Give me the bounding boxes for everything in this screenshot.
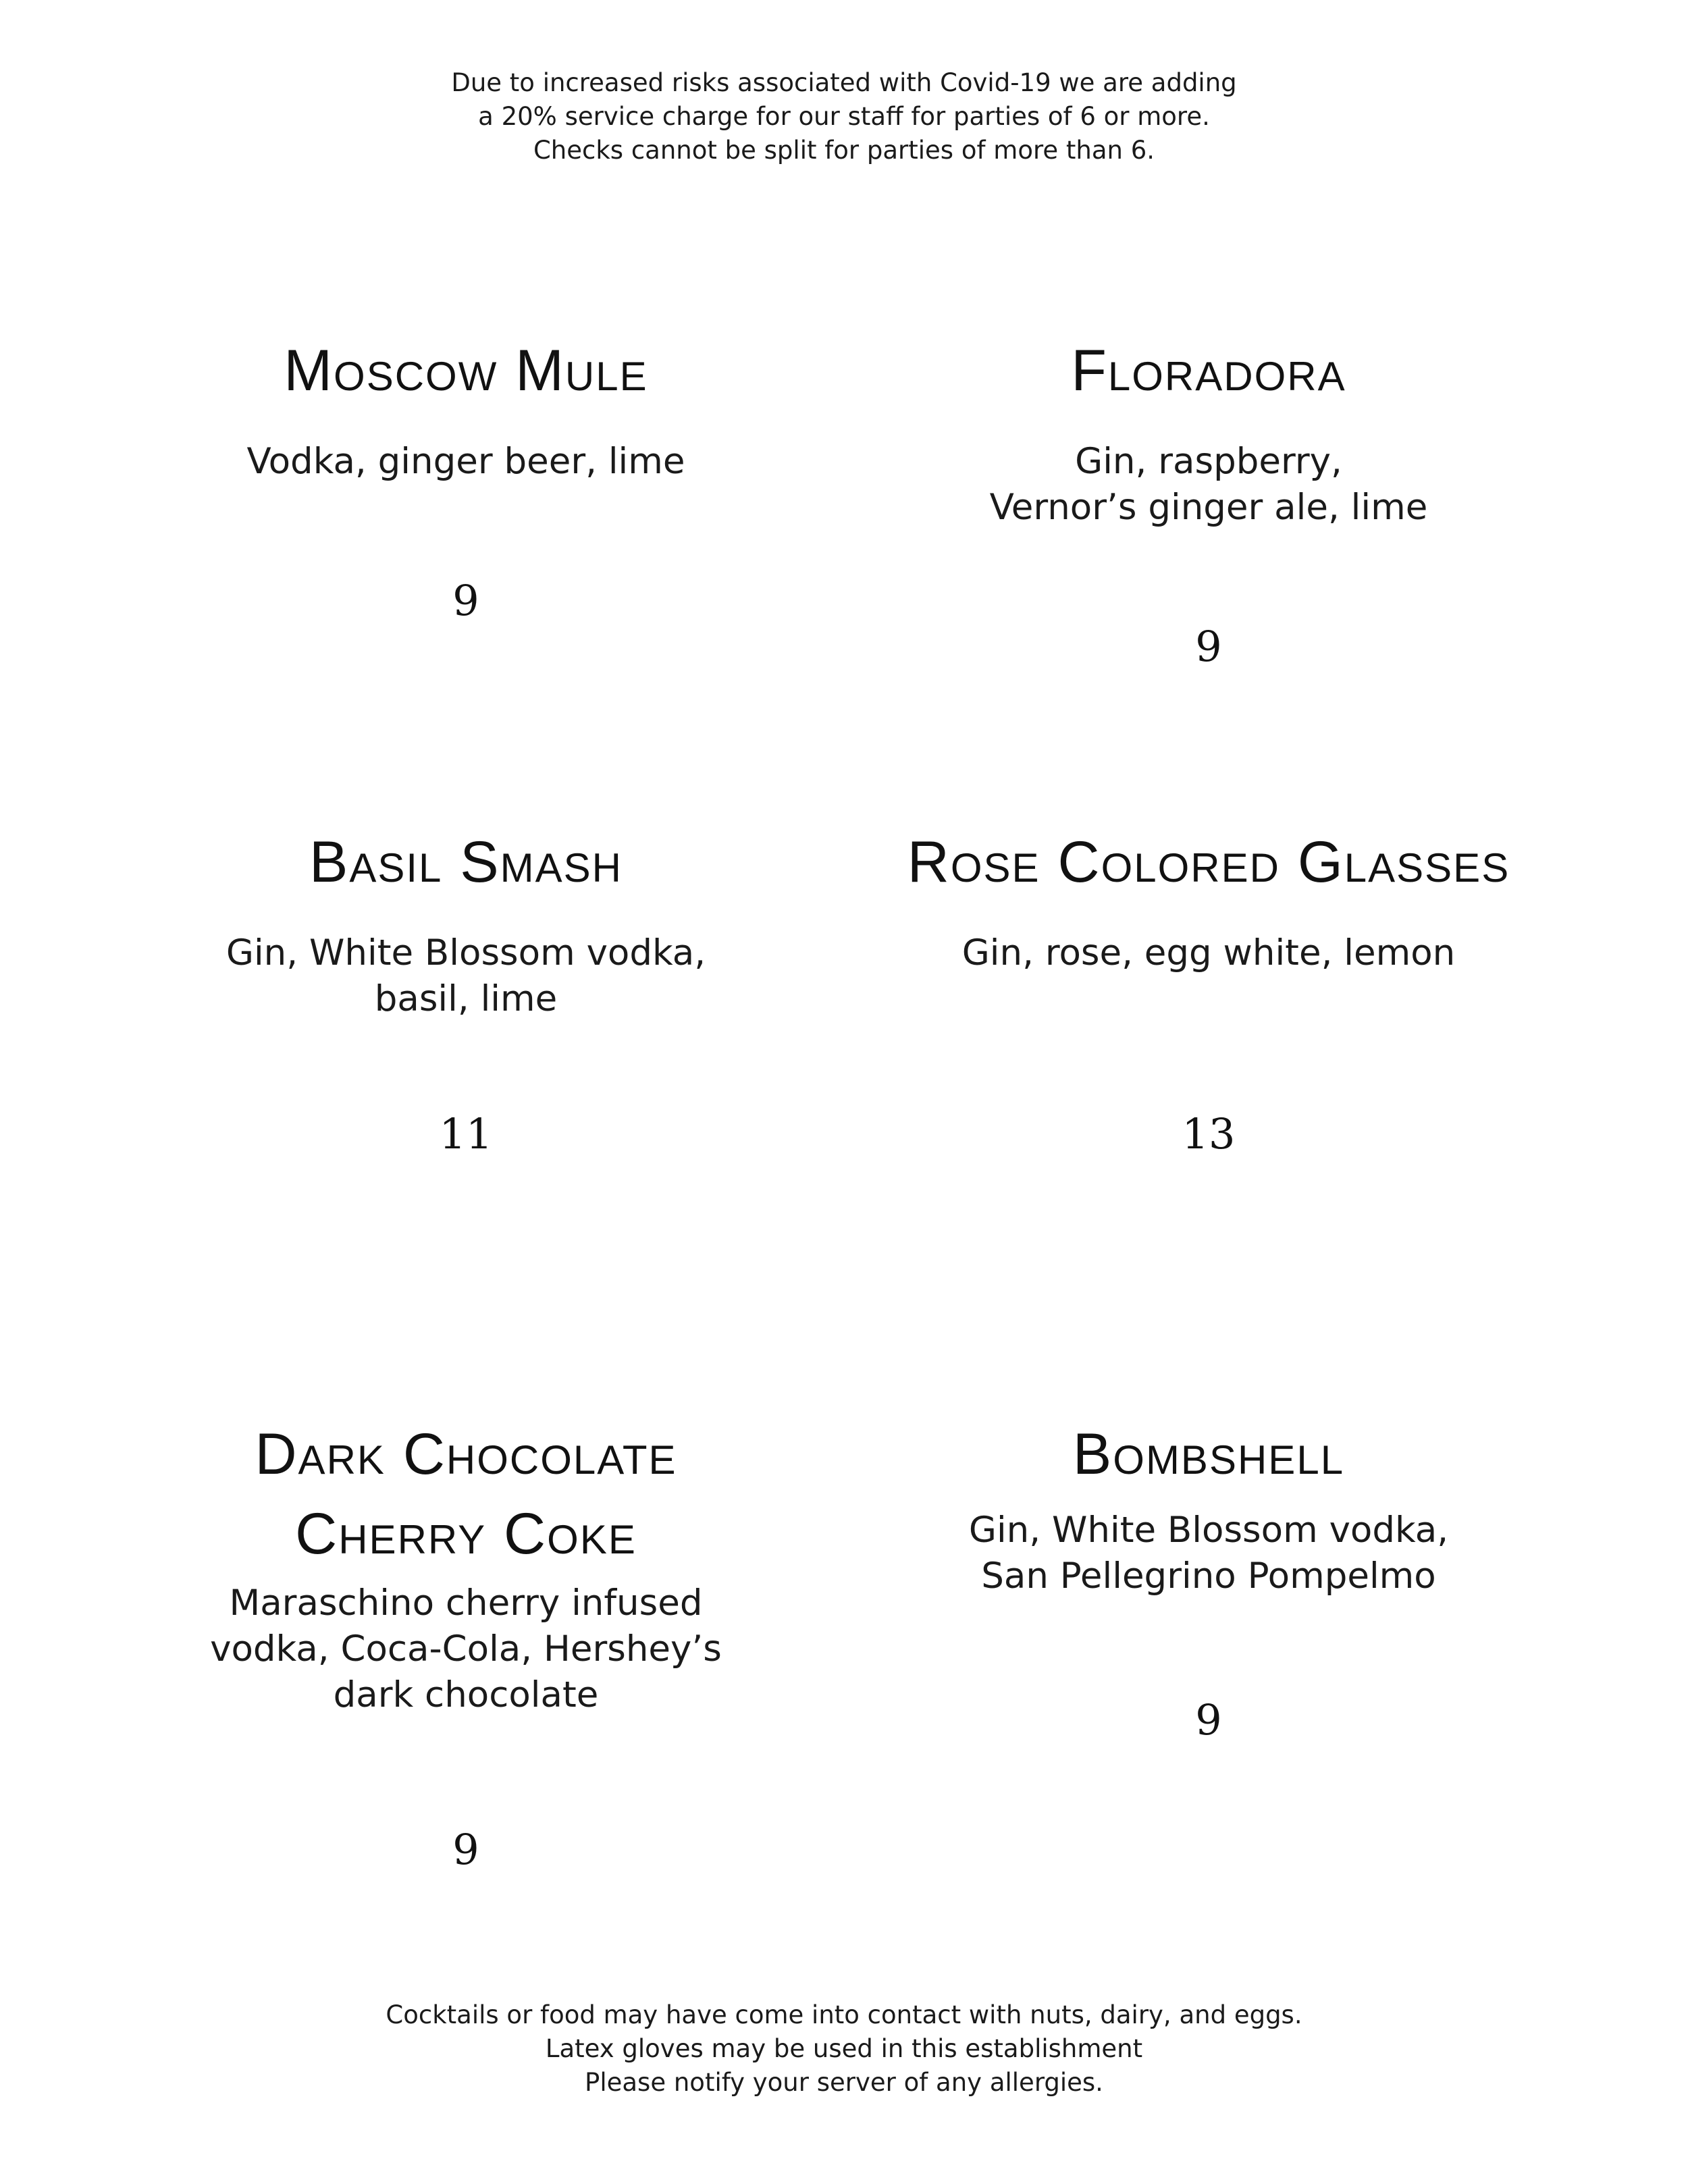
menu-item-description-line: Maraschino cherry infused <box>229 1582 703 1624</box>
menu-item-description-line: Gin, White Blossom vodka, <box>226 932 706 974</box>
covid-notice-line: Due to increased risks associated with Covid-19 we are adding <box>451 68 1237 97</box>
allergy-notice-line: Please notify your server of any allergies. <box>585 2068 1103 2097</box>
menu-item-price: 13 <box>1182 1109 1236 1158</box>
menu-item-title <box>837 331 1580 410</box>
covid-notice-line: a 20% service charge for our staff for parties of 6 or more. <box>478 102 1210 131</box>
menu-item-title-line: Moscow Mule <box>284 338 648 403</box>
allergy-notice-line: Cocktails or food may have come into contact with nuts, dairy, and eggs. <box>386 2000 1302 2029</box>
menu-item-title <box>95 822 837 902</box>
menu-item-description <box>837 439 1580 531</box>
menu-item-title <box>95 1414 837 1574</box>
menu-item-description-line: Vernor’s ginger ale, lime <box>989 487 1428 528</box>
menu-item-description-line: dark chocolate <box>333 1674 599 1715</box>
menu-item-title-line: Floradora <box>1071 338 1346 403</box>
menu-item-description-line: Vodka, ginger beer, lime <box>246 441 685 482</box>
allergy-notice-line: Latex gloves may be used in this establishment <box>545 2034 1143 2063</box>
menu-item-title <box>95 331 837 410</box>
menu-item-price: 11 <box>439 1109 493 1158</box>
menu-item-title <box>837 822 1580 902</box>
covid-notice <box>0 66 1688 167</box>
menu-item-description-line: Gin, raspberry, <box>1075 441 1342 482</box>
menu-item-title-line: Basil Smash <box>309 830 623 895</box>
menu-item-title-line: Dark Chocolate <box>255 1422 677 1487</box>
menu-item-rose-colored-glasses <box>837 822 1580 1158</box>
menu-item-description <box>95 439 837 485</box>
menu-item-title <box>837 1414 1580 1494</box>
menu-item-bombshell <box>837 1414 1580 1744</box>
menu-item-title-line: Bombshell <box>1072 1422 1345 1487</box>
menu-item-dark-chocolate-cherry-coke <box>95 1414 837 1874</box>
menu-item-description <box>837 1508 1580 1599</box>
menu-item-basil-smash <box>95 822 837 1158</box>
menu-item-description <box>95 1580 837 1718</box>
menu-item-description <box>95 930 837 1022</box>
menu-item-price: 9 <box>1195 622 1222 671</box>
menu-item-description-line: basil, lime <box>374 978 558 1019</box>
menu-item-moscow-mule <box>95 331 837 625</box>
menu-item-description-line: Gin, rose, egg white, lemon <box>961 932 1456 974</box>
allergy-notice <box>0 1998 1688 2100</box>
menu-item-description-line: Gin, White Blossom vodka, <box>968 1510 1449 1551</box>
menu-item-description <box>837 930 1580 976</box>
menu-item-title-line: Cherry Coke <box>295 1501 637 1566</box>
menu-item-floradora <box>837 331 1580 671</box>
menu-item-title-line: Rose Colored Glasses <box>907 830 1510 895</box>
menu-item-description-line: vodka, Coca-Cola, Hershey’s <box>210 1628 722 1670</box>
menu-item-price: 9 <box>1195 1695 1222 1744</box>
menu-item-price: 9 <box>452 576 479 625</box>
menu-item-price: 9 <box>452 1825 479 1874</box>
menu-item-description-line: San Pellegrino Pompelmo <box>981 1555 1436 1597</box>
covid-notice-line: Checks cannot be split for parties of more than 6. <box>533 136 1155 165</box>
